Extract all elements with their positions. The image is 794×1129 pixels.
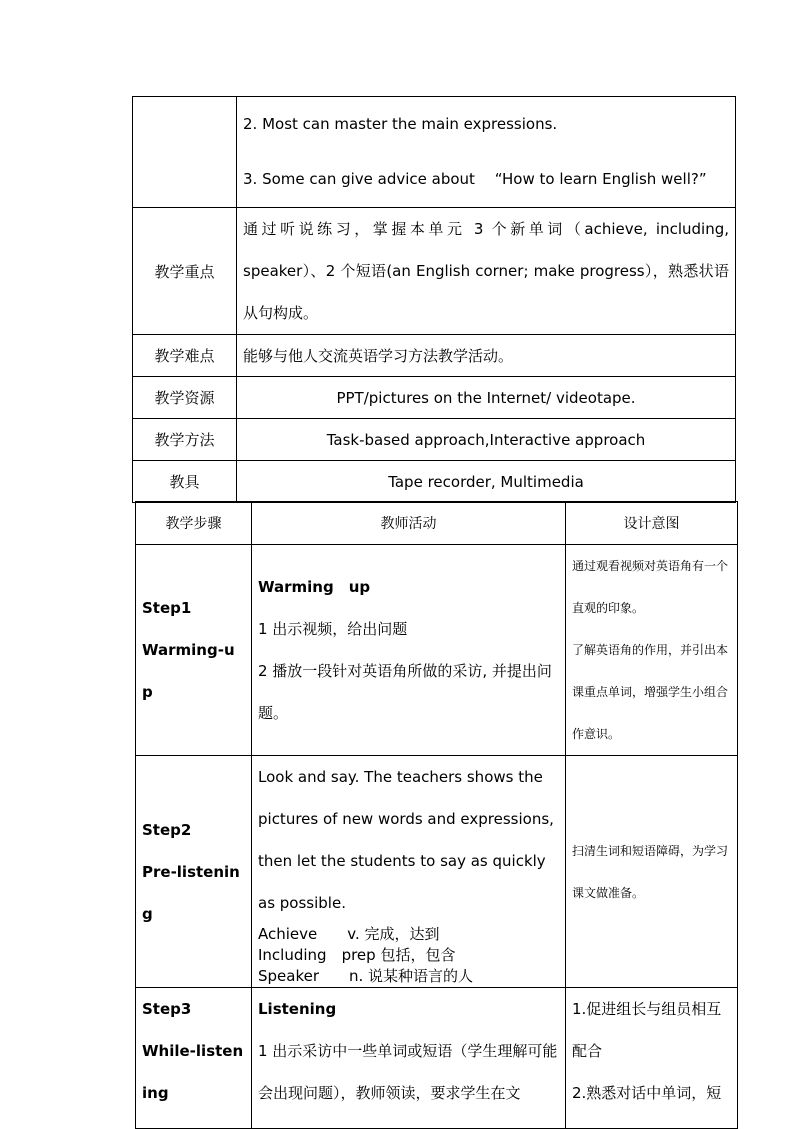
step-name: Step3 While-listen ing <box>136 988 252 1129</box>
vocab-item: Achieve v. 完成，达到 <box>258 925 440 943</box>
header-design-purpose: 设计意图 <box>566 502 738 545</box>
vocab-item: Including prep 包括，包含 <box>258 946 456 964</box>
teaching-steps-table <box>135 501 738 1129</box>
design-purpose: 通过观看视频对英语角有一个直观的印象。 了解英语角的作用，并引出本课重点单词，增强学生小组合作意识。 <box>566 545 738 756</box>
step-name: Step1 Warming-u p <box>136 545 252 756</box>
row-label: 教学资源 <box>133 377 237 419</box>
tools-value: Tape recorder, Multimedia <box>237 461 736 503</box>
activity-line: 1 出示视频，给出问题 <box>258 620 408 638</box>
activity-text: 1 出示采访中一些单词或短语（学生理解可能会出现问题），教师领读，要求学生在文 <box>258 1042 558 1102</box>
methods-value: Task-based approach,Interactive approach <box>237 419 736 461</box>
row-label: 教学方法 <box>133 419 237 461</box>
row-label: 教具 <box>133 461 237 503</box>
design-purpose: 1.促进组长与组员相互配合 2.熟悉对话中单词，短 <box>566 988 738 1129</box>
vocabulary-list <box>258 924 559 987</box>
resources-value: PPT/pictures on the Internet/ videotape. <box>237 377 736 419</box>
design-purpose: 扫清生词和短语障碍，为学习课文做准备。 <box>566 756 738 988</box>
activity-title: Warming up <box>258 578 371 596</box>
teacher-activity <box>252 756 566 988</box>
goal-line: 2. Most can master the main expressions. <box>243 115 558 133</box>
goal-cell <box>237 97 736 208</box>
row-label: 教学难点 <box>133 335 237 377</box>
activity-text: Look and say. The teachers shows the pictures of new words and expressions, then let the students to say as quickly as possible. <box>258 768 554 912</box>
activity-line: 2 播放一段针对英语角所做的采访, 并提出问题。 <box>258 662 552 722</box>
teacher-activity <box>252 545 566 756</box>
key-points-value: 通过听说练习，掌握本单元 3 个新单词（achieve, including, speaker）、2 个短语(an English corner; make progress），熟悉状语从句构成。 <box>237 208 736 335</box>
goal-label-cell <box>133 97 237 208</box>
row-label: 教学重点 <box>133 208 237 335</box>
course-info-table <box>132 96 736 503</box>
goal-line: 3. Some can give advice about “How to learn English well?” <box>243 170 707 188</box>
step-name: Step2 Pre-listenin g <box>136 756 252 988</box>
vocab-item: Speaker n. 说某种语言的人 <box>258 967 474 985</box>
teacher-activity <box>252 988 566 1129</box>
header-steps: 教学步骤 <box>136 502 252 545</box>
activity-title: Listening <box>258 1000 337 1018</box>
header-teacher-activity: 教师活动 <box>252 502 566 545</box>
difficulty-value: 能够与他人交流英语学习方法教学活动。 <box>237 335 736 377</box>
